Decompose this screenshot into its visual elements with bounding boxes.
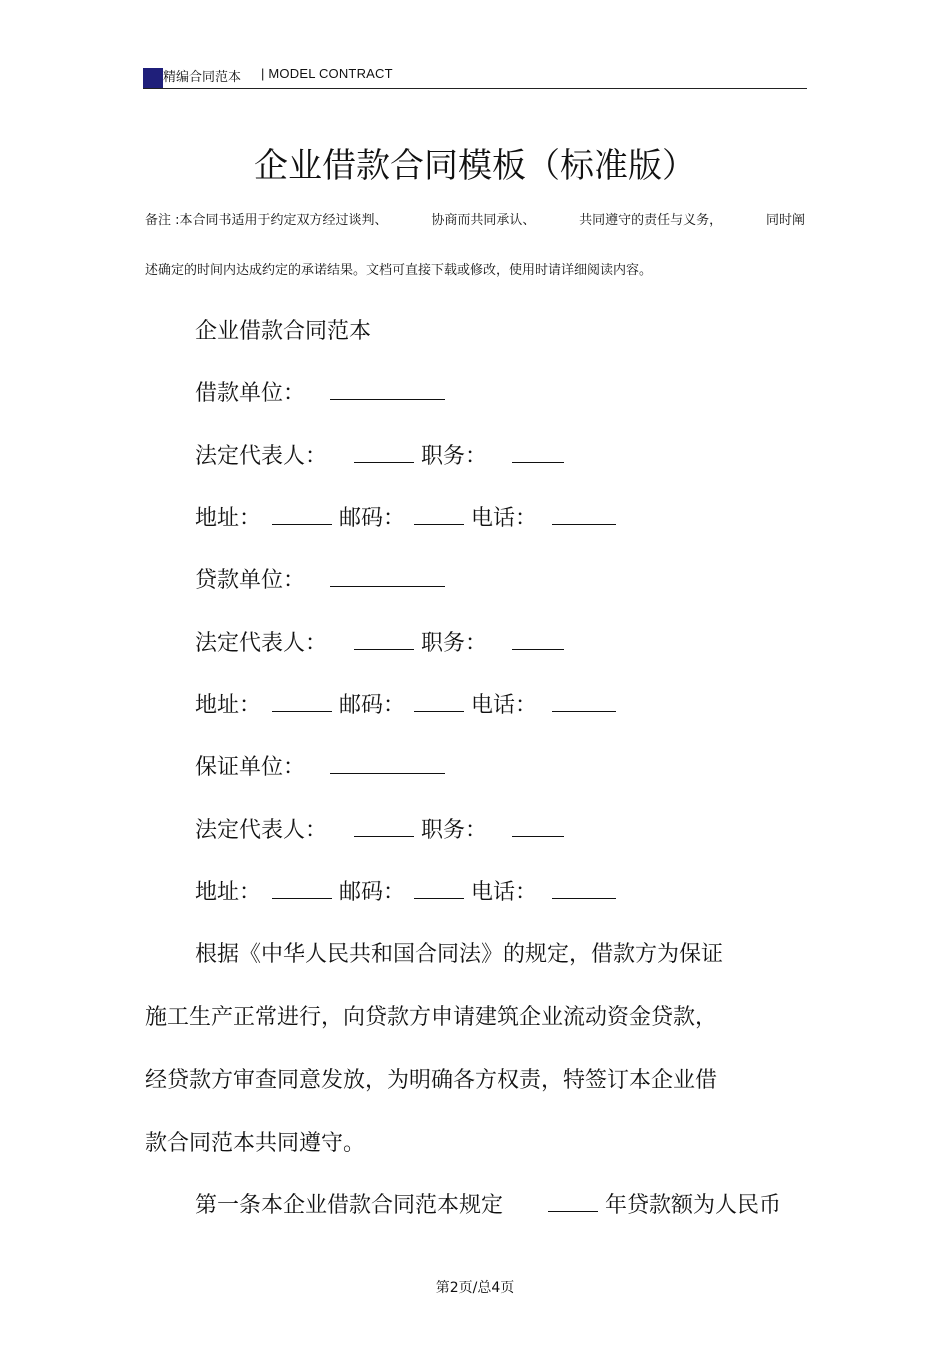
postcode-label: 邮码： — [339, 880, 406, 905]
borrower-rep-row — [195, 439, 564, 470]
phone-blank — [552, 876, 616, 899]
position-blank — [512, 440, 564, 463]
address-blank — [272, 689, 332, 712]
year-blank — [548, 1189, 598, 1212]
position-blank — [512, 814, 564, 837]
guarantor-rep-row — [195, 813, 564, 844]
address-blank — [272, 502, 332, 525]
phone-label: 电话： — [471, 693, 538, 718]
article-1-text-2: 年贷款额为人民币 — [605, 1193, 782, 1218]
postcode-blank — [414, 876, 464, 899]
lender-rep-row — [195, 626, 564, 657]
address-blank — [272, 876, 332, 899]
position-blank — [512, 627, 564, 650]
postcode-label: 邮码： — [339, 506, 406, 531]
rep-label: 法定代表人： — [195, 444, 328, 469]
rep-label: 法定代表人： — [195, 818, 328, 843]
position-label: 职务： — [421, 444, 488, 469]
lender-row — [195, 563, 445, 594]
phone-blank — [552, 502, 616, 525]
note-part: 共同遵守的责任与义务， — [579, 213, 723, 228]
postcode-blank — [414, 502, 464, 525]
guarantor-blank — [330, 751, 445, 774]
borrower-label: 借款单位： — [195, 381, 306, 406]
rep-blank — [354, 440, 414, 463]
header-divider — [143, 88, 807, 89]
note-part: 同时阐 — [765, 213, 805, 228]
logo-icon — [143, 68, 163, 88]
phone-label: 电话： — [471, 506, 538, 531]
phone-blank — [552, 689, 616, 712]
position-label: 职务： — [421, 818, 488, 843]
rep-label: 法定代表人： — [195, 631, 328, 656]
paragraph-line: 施工生产正常进行，向贷款方申请建筑企业流动资金贷款， — [145, 1005, 718, 1030]
lender-blank — [330, 564, 445, 587]
guarantor-label: 保证单位： — [195, 755, 306, 780]
rep-blank — [354, 814, 414, 837]
postcode-label: 邮码： — [339, 693, 406, 718]
header-subtitle: | MODEL CONTRACT — [261, 66, 393, 81]
borrower-row — [195, 376, 445, 407]
note-part: 备注 :本合同书适用于约定双方经过谈判、 — [145, 213, 388, 228]
page-header — [143, 64, 807, 90]
guarantor-address-row — [195, 875, 616, 906]
article-1-text: 第一条本企业借款合同范本规定 — [195, 1193, 504, 1218]
section-subtitle: 企业借款合同范本 — [195, 319, 372, 344]
phone-label: 电话： — [471, 880, 538, 905]
lender-label: 贷款单位： — [195, 568, 306, 593]
article-1-line — [195, 1188, 781, 1219]
paragraph-line: 经贷款方审查同意发放，为明确各方权责，特签订本企业借 — [145, 1068, 718, 1093]
position-label: 职务： — [421, 631, 488, 656]
lender-address-row — [195, 688, 616, 719]
note-line-1 — [145, 209, 805, 228]
rep-blank — [354, 627, 414, 650]
paragraph-line: 款合同范本共同遵守。 — [145, 1131, 366, 1156]
document-title: 企业借款合同模板（标准版） — [254, 146, 696, 186]
borrower-address-row — [195, 501, 616, 532]
note-part: 协商而共同承认、 — [431, 213, 536, 228]
borrower-blank — [330, 377, 445, 400]
paragraph-line: 根据《中华人民共和国合同法》的规定，借款方为保证 — [195, 942, 724, 967]
address-label: 地址： — [195, 693, 262, 718]
address-label: 地址： — [195, 506, 262, 531]
postcode-blank — [414, 689, 464, 712]
header-title: 精编合同范本 — [163, 70, 242, 85]
page-number: 第2页/总4页 — [435, 1280, 515, 1296]
guarantor-row — [195, 750, 445, 781]
address-label: 地址： — [195, 880, 262, 905]
note-line-2: 述确定的时间内达成约定的承诺结果。文档可直接下载或修改，使用时请详细阅读内容。 — [145, 263, 653, 278]
